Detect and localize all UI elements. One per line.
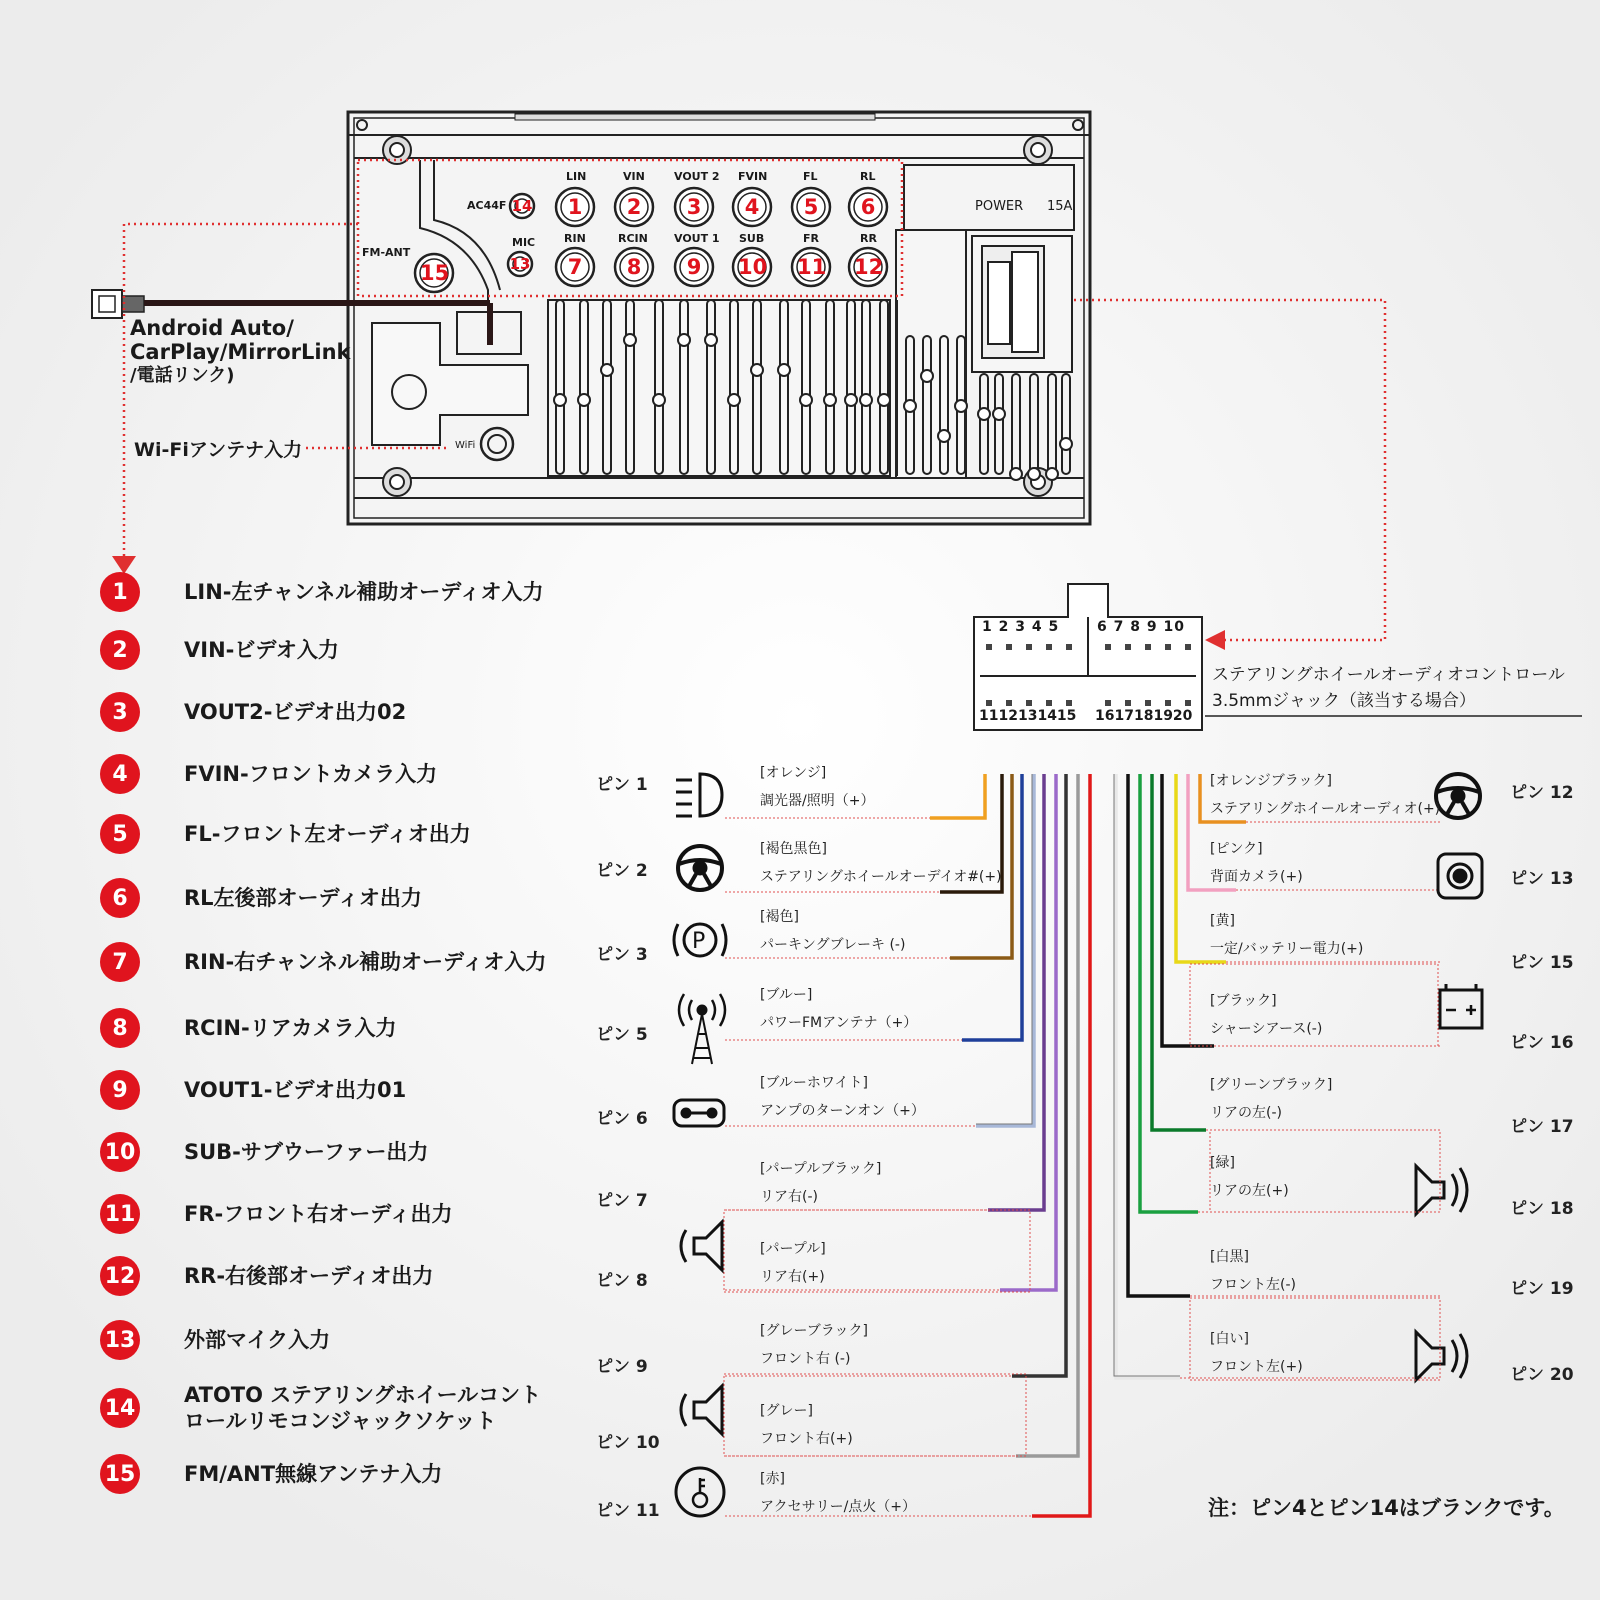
wire-description-right: リアの左(-) <box>1210 1105 1282 1121</box>
heat-sink-clip <box>653 394 665 406</box>
connector-bottom-right-numbers: 1617181920 <box>1095 708 1193 724</box>
wire-description-left: パーキングブレーキ (-) <box>760 937 906 953</box>
legend-text: RL左後部オーディオ出力 <box>184 886 422 910</box>
mic-label: MIC <box>512 236 536 249</box>
legend-text: VOUT2-ビデオ出力02 <box>184 700 407 724</box>
rca-jack-bottom-number: 12 <box>854 255 884 279</box>
wire-color-name-left: [ブルーホワイト] <box>760 1075 868 1091</box>
fm-ant-jack-number: 15 <box>420 261 450 285</box>
connector-top-right-numbers: 6 7 8 9 10 <box>1097 619 1185 635</box>
wire-color-name-right: [黄] <box>1210 913 1235 929</box>
rca-label-fvin: FVIN <box>738 170 768 183</box>
connector-pin-dot <box>1105 644 1111 650</box>
wire-description-right: フロント左(+) <box>1210 1359 1303 1375</box>
wire-description-right: 一定/バッテリー電力(+) <box>1210 941 1364 957</box>
power-label: POWER <box>975 199 1024 214</box>
heat-sink-clip <box>978 408 990 420</box>
heat-sink-clip <box>1060 438 1072 450</box>
usb-callout <box>130 316 351 388</box>
legend-number-badge: 12 <box>100 1256 140 1296</box>
connector-bottom-left-numbers: 1112131415 <box>979 708 1077 724</box>
wire-color-name-left: [オレンジ] <box>760 765 827 781</box>
legend-number-badge: 11 <box>100 1194 140 1234</box>
rca-label-rin: RIN <box>564 232 586 245</box>
legend-item <box>100 940 547 984</box>
legend-text: VOUT1-ビデオ出力01 <box>184 1078 407 1102</box>
legend-item <box>100 570 544 614</box>
legend-item <box>100 690 407 734</box>
heat-sink-clip <box>624 334 636 346</box>
heat-sink-clip <box>921 370 933 382</box>
ac44f-jack-number: 14 <box>511 197 533 215</box>
rca-label-rl: RL <box>860 170 876 183</box>
legend-number-badge: 10 <box>100 1132 140 1172</box>
connector-pin-dot <box>1185 644 1191 650</box>
legend-text: RCIN-リアカメラ入力 <box>184 1016 397 1040</box>
connector-top-left-numbers: 1 2 3 4 5 <box>982 619 1060 635</box>
connector-pin-dot <box>1046 700 1052 706</box>
heat-sink-clip <box>705 334 717 346</box>
wire-color-name-left: [ブルー] <box>760 987 813 1003</box>
wire-color-name-left: [パープルブラック] <box>760 1161 882 1177</box>
wire-description-right: シャーシアース(-) <box>1210 1021 1323 1037</box>
pin-label-left: ピン 10 <box>596 1433 660 1453</box>
heat-sink-clip <box>1010 468 1022 480</box>
legend-item <box>100 812 471 856</box>
pin-label-right: ピン 12 <box>1510 783 1574 803</box>
rca-label-lin: LIN <box>566 170 587 183</box>
connector-pin-dot <box>1026 644 1032 650</box>
connector-pin-dot <box>1185 700 1191 706</box>
rca-label-vout1: VOUT 1 <box>674 232 720 245</box>
wire-description-left: リア右(+) <box>760 1269 825 1285</box>
heat-sink-clip <box>751 364 763 376</box>
legend-number-badge: 4 <box>100 754 140 794</box>
wire-description-left: アクセサリー/点火（+） <box>760 1499 917 1515</box>
wire-color-name-left: [褐色] <box>760 909 799 925</box>
legend-text: LIN-左チャンネル補助オーディオ入力 <box>184 580 544 604</box>
rca-jack-top-number: 1 <box>567 195 583 219</box>
pin-label-right: ピン 18 <box>1510 1199 1574 1219</box>
pin-label-left: ピン 6 <box>596 1109 648 1129</box>
legend-number-badge: 6 <box>100 878 140 918</box>
connector-caption-line1: ステアリングホイールオーディオコントロール <box>1212 665 1565 685</box>
legend-text: VIN-ビデオ入力 <box>184 638 339 662</box>
legend-item <box>100 1068 407 1112</box>
legend-item <box>100 1130 429 1174</box>
rca-jack-bottom-number: 10 <box>738 255 768 279</box>
legend-item <box>100 752 438 796</box>
wire-description-left: フロント右 (-) <box>760 1351 851 1367</box>
rca-label-rcin: RCIN <box>618 232 648 245</box>
pin-label-left: ピン 7 <box>596 1191 648 1211</box>
rca-jack-bottom-number: 7 <box>567 255 583 279</box>
connector-pin-dot <box>1145 700 1151 706</box>
connector-pin-dot <box>1006 700 1012 706</box>
legend-number-badge: 2 <box>100 630 140 670</box>
wire-color-name-right: [白い] <box>1210 1331 1249 1347</box>
pin-label-right: ピン 15 <box>1510 953 1574 973</box>
legend-number-badge: 7 <box>100 942 140 982</box>
heat-sink-clip <box>728 394 740 406</box>
connector-pin-dot <box>1066 644 1072 650</box>
heat-sink-clip <box>800 394 812 406</box>
pin-label-right: ピン 17 <box>1510 1117 1574 1137</box>
rca-jack-bottom-number: 9 <box>686 255 702 279</box>
rca-label-fr: FR <box>803 232 819 245</box>
heat-sink-clip <box>860 394 872 406</box>
connector-pin-dot <box>986 700 992 706</box>
rca-jack-top-number: 4 <box>744 195 760 219</box>
connector-pin-dot <box>1066 700 1072 706</box>
heat-sink-clip <box>778 364 790 376</box>
wire-color-name-right: [ピンク] <box>1210 841 1263 857</box>
wire-description-left: パワーFMアンテナ（+） <box>760 1015 918 1031</box>
usb-callout-line2: CarPlay/MirrorLink <box>130 340 351 364</box>
wire-description-right: ステアリングホイールオーディオ(+) <box>1210 801 1441 817</box>
rca-label-vout2: VOUT 2 <box>674 170 720 183</box>
heat-sink-clip <box>578 394 590 406</box>
rca-label-sub: SUB <box>739 232 765 245</box>
legend-item <box>100 1192 453 1236</box>
legend-number-badge: 13 <box>100 1320 140 1360</box>
connector-pin-dot <box>1165 644 1171 650</box>
legend-item <box>100 1452 443 1496</box>
legend-item <box>100 1006 397 1050</box>
wire-color-name-right: [白黒] <box>1210 1249 1249 1265</box>
connector-pin-dot <box>1105 700 1111 706</box>
wire-description-left: 調光器/照明（+） <box>760 793 875 809</box>
rca-jack-top-number: 5 <box>803 195 819 219</box>
wire-color-name-left: [褐色黒色] <box>760 841 827 857</box>
legend-item <box>100 876 422 920</box>
connector-pin-dot <box>1026 700 1032 706</box>
wifi-jack-label: WiFi <box>455 440 476 451</box>
connector-pin-dot <box>1046 644 1052 650</box>
pin-label-left: ピン 1 <box>596 775 648 795</box>
wire-color-name-right: [緑] <box>1210 1155 1235 1171</box>
pin-label-right: ピン 16 <box>1510 1033 1574 1053</box>
wire-description-right: フロント左(-) <box>1210 1277 1296 1293</box>
rca-jack-bottom-number: 11 <box>797 255 827 279</box>
mic-jack-number: 13 <box>509 255 531 273</box>
connector-pin-dot <box>1145 644 1151 650</box>
heat-sink-clip <box>938 430 950 442</box>
legend-item <box>100 1254 434 1298</box>
pin-label-left: ピン 5 <box>596 1025 648 1045</box>
pin-label-left: ピン 8 <box>596 1271 648 1291</box>
heat-sink-clip <box>993 408 1005 420</box>
pin-label-right: ピン 20 <box>1510 1365 1574 1385</box>
legend-text: RIN-右チャンネル補助オーディオ入力 <box>184 950 547 974</box>
legend-item <box>100 1318 331 1362</box>
legend-number-badge: 5 <box>100 814 140 854</box>
wire-description-right: リアの左(+) <box>1210 1183 1289 1199</box>
legend-number-badge: 9 <box>100 1070 140 1110</box>
fuse-label: 15A <box>1047 199 1073 214</box>
wire-description-left: フロント右(+) <box>760 1431 853 1447</box>
wire-color-name-left: [赤] <box>760 1471 785 1487</box>
heat-sink-clip <box>878 394 890 406</box>
rca-jack-top-number: 6 <box>860 195 876 219</box>
pin-label-left: ピン 2 <box>596 861 648 881</box>
legend-text: FVIN-フロントカメラ入力 <box>184 762 438 786</box>
pin-label-left: ピン 11 <box>596 1501 660 1521</box>
svg-text:P: P <box>692 929 706 954</box>
rca-label-rr: RR <box>860 232 877 245</box>
connector-pin-dot <box>1125 700 1131 706</box>
pin-label-right: ピン 19 <box>1510 1279 1574 1299</box>
wire-color-name-right: [グリーンブラック] <box>1210 1077 1333 1093</box>
legend-number-badge: 1 <box>100 572 140 612</box>
rca-jack-top-number: 2 <box>626 195 642 219</box>
wire-color-name-left: [グレーブラック] <box>760 1323 868 1339</box>
pin-label-left: ピン 9 <box>596 1357 648 1377</box>
heat-sink-clip <box>601 364 613 376</box>
legend-item <box>100 1383 542 1433</box>
connector-pin-dot <box>1165 700 1171 706</box>
usb-callout-line3: /電話リンク) <box>130 365 235 386</box>
heat-sink-clip <box>554 394 566 406</box>
legend-text: 外部マイク入力 <box>184 1328 331 1352</box>
rca-label-fl: FL <box>803 170 818 183</box>
wire-color-name-right: [オレンジブラック] <box>1210 773 1332 789</box>
heat-sink-clip <box>678 334 690 346</box>
wifi-callout: Wi-Fiアンテナ入力 <box>134 439 303 461</box>
heat-sink-clip <box>1028 468 1040 480</box>
wire-color-name-left: [グレー] <box>760 1403 813 1419</box>
connector-caption-line2: 3.5mmジャック（該当する場合） <box>1212 691 1476 711</box>
legend-text: ATOTO ステアリングホイールコント ロールリモコンジャックソケット <box>184 1383 542 1433</box>
connector-pin-dot <box>986 644 992 650</box>
legend-text: FL-フロント左オーディオ出力 <box>184 822 471 846</box>
legend-text: RR-右後部オーディオ出力 <box>184 1264 434 1288</box>
wire-description-left: ステアリングホイールオーデイオ#(+) <box>760 869 1002 885</box>
wire-color-name-left: [パープル] <box>760 1241 826 1257</box>
pin-label-right: ピン 13 <box>1510 869 1574 889</box>
wire-description-right: 背面カメラ(+) <box>1210 869 1303 885</box>
rca-label-vin: VIN <box>623 170 645 183</box>
legend-text: SUB-サブウーファー出力 <box>184 1140 429 1164</box>
legend-item <box>100 628 339 672</box>
connector-pin-dot <box>1006 644 1012 650</box>
legend-number-badge: 14 <box>100 1388 140 1428</box>
heat-sink-clip <box>955 400 967 412</box>
ac44f-label: AC44F <box>467 199 507 212</box>
heat-sink-clip <box>1046 468 1058 480</box>
legend-number-badge: 8 <box>100 1008 140 1048</box>
wire-description-left: リア右(-) <box>760 1189 818 1205</box>
wire-description-left: アンプのターンオン（+） <box>760 1103 925 1119</box>
wire-color-name-right: [ブラック] <box>1210 993 1277 1009</box>
rca-jack-top-number: 3 <box>686 195 702 219</box>
connector-pin-dot <box>1125 644 1131 650</box>
legend-text: FM/ANT無線アンテナ入力 <box>184 1462 443 1486</box>
pin-label-left: ピン 3 <box>596 945 648 965</box>
heat-sink-clip <box>824 394 836 406</box>
blank-pins-note: 注：ピン4とピン14はブランクです。 <box>1208 1496 1565 1520</box>
legend-text: FR-フロント右オーディ出力 <box>184 1202 453 1226</box>
heat-sink-clip <box>904 400 916 412</box>
usb-callout-line1: Android Auto/ <box>130 316 294 340</box>
legend-number-badge: 3 <box>100 692 140 732</box>
heat-sink-clip <box>845 394 857 406</box>
legend-number-badge: 15 <box>100 1454 140 1494</box>
rca-jack-bottom-number: 8 <box>626 255 642 279</box>
fm-ant-label: FM-ANT <box>362 246 411 259</box>
